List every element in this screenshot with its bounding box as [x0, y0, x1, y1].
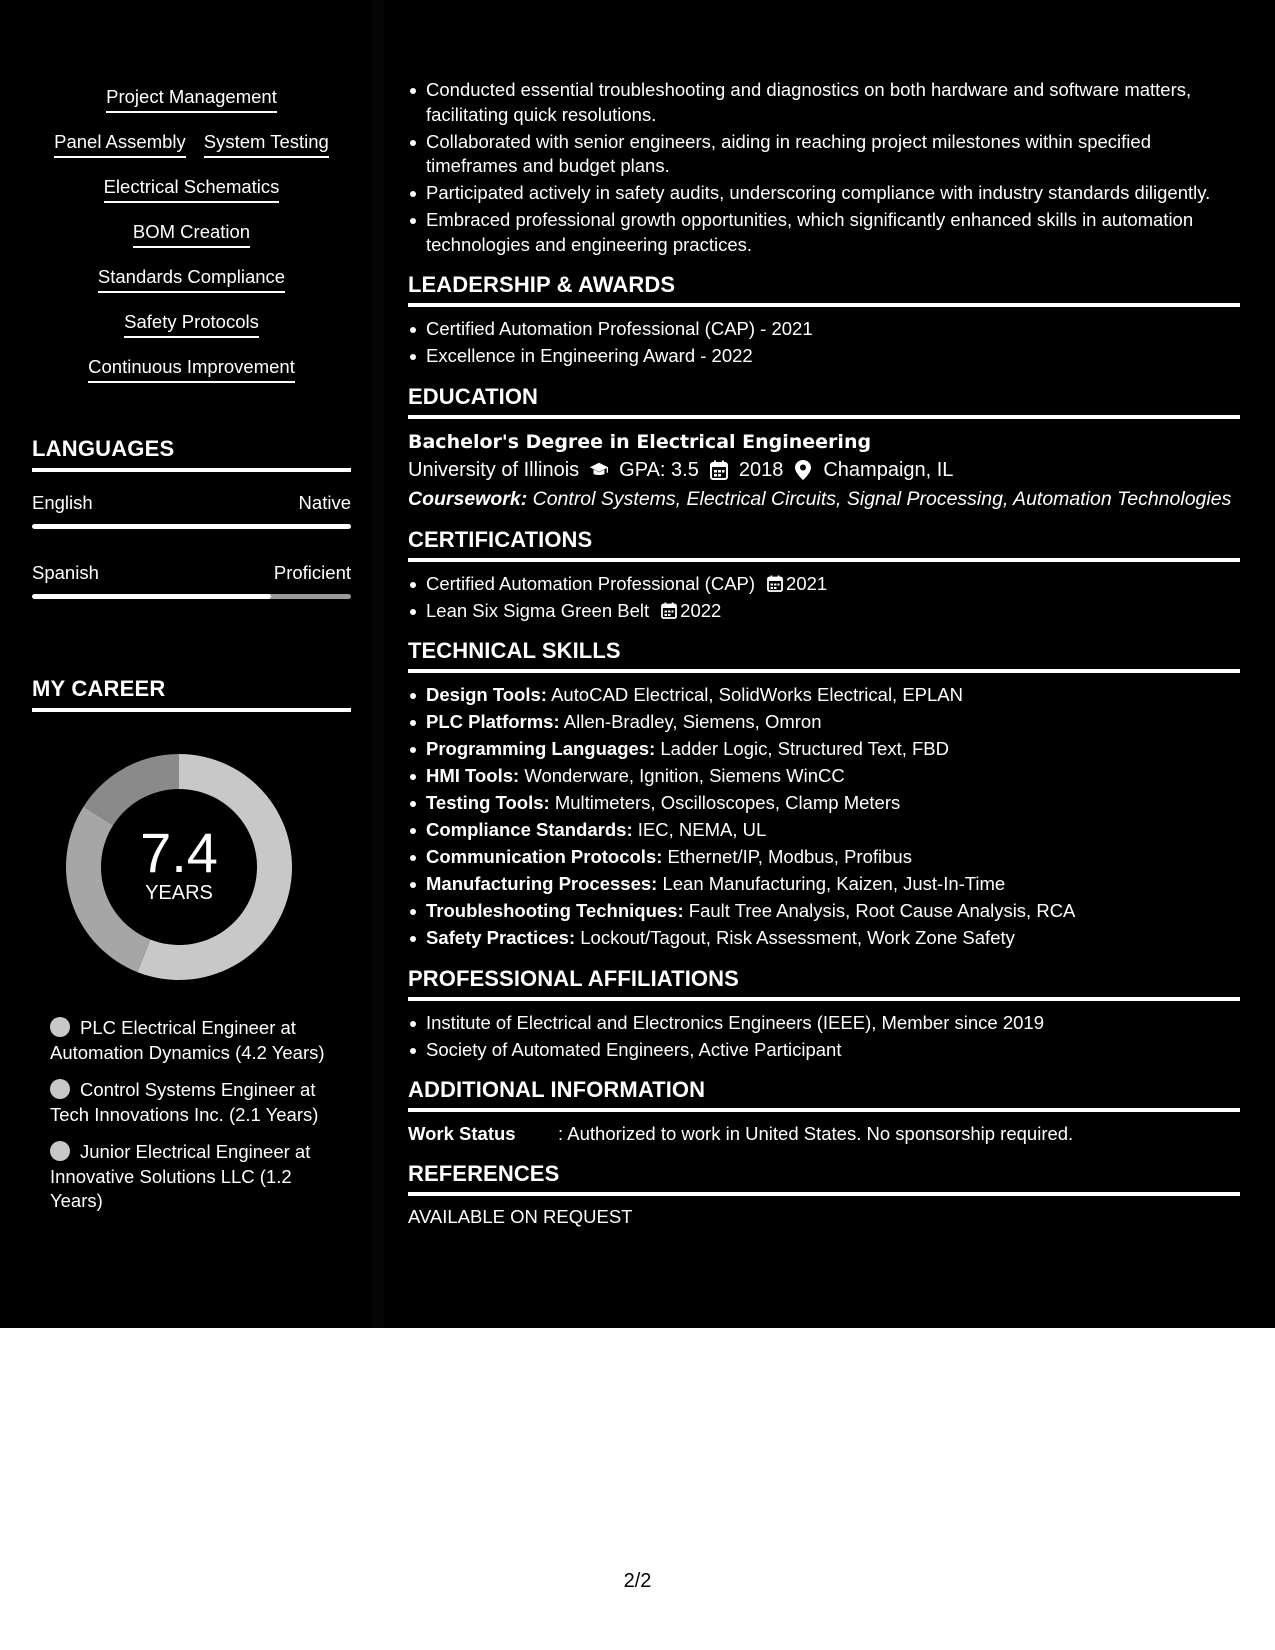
certification-item [408, 599, 1240, 624]
technical-skill-key: Manufacturing Processes: [426, 873, 658, 894]
technical-skill-key: Design Tools: [426, 684, 547, 705]
technical-skill-key: Programming Languages: [426, 738, 656, 759]
map-pin-icon [793, 460, 813, 480]
skill-row [32, 221, 351, 266]
language-item [32, 562, 351, 599]
skill-row [32, 311, 351, 356]
graduation-cap-icon [589, 460, 609, 480]
language-line [32, 492, 351, 514]
references-title: REFERENCES [408, 1161, 1240, 1196]
language-bar [32, 594, 351, 599]
technical-skill-value: Fault Tree Analysis, Root Cause Analysis, RCA [688, 900, 1076, 921]
skill-tag: System Testing [204, 131, 329, 158]
language-bar-fill [32, 594, 271, 599]
skill-row [32, 176, 351, 221]
language-bar [32, 524, 351, 529]
language-line [32, 562, 351, 584]
technical-skill-key: Safety Practices: [426, 927, 576, 948]
technical-skill-value: Ladder Logic, Structured Text, FBD [660, 738, 949, 759]
calendar-icon [709, 460, 729, 480]
education-details [408, 455, 1240, 485]
certification-year: 2022 [680, 599, 722, 621]
career-years-label: YEARS [145, 882, 213, 904]
technical-skill-key: HMI Tools: [426, 765, 520, 786]
technical-skill-item [408, 683, 1240, 708]
skill-row [32, 131, 351, 176]
technical-skill-value: AutoCAD Electrical, SolidWorks Electrical, EPLAN [551, 684, 963, 705]
career-item [50, 1140, 340, 1214]
education-title: EDUCATION [408, 384, 1240, 419]
degree: Bachelor's Degree in Electrical Engineering [408, 430, 872, 453]
skill-tag: Safety Protocols [124, 311, 259, 338]
affiliations-list [408, 1011, 1240, 1063]
career-list [50, 1016, 340, 1227]
career-item-text: Control Systems Engineer at Tech Innovations Inc. (2.1 Years) [50, 1079, 319, 1125]
page-number: 2/2 [623, 1570, 652, 1592]
calendar-icon [661, 601, 677, 617]
skills-list [32, 86, 351, 401]
experience-bullet: Participated actively in safety audits, underscoring compliance with industry standards diligently. [408, 181, 1240, 206]
work-status-key: Work Status [408, 1123, 516, 1144]
career-donut-chart [66, 754, 292, 980]
technical-skill-value: Wonderware, Ignition, Siemens WinCC [524, 765, 845, 786]
skill-row [32, 356, 351, 401]
career-item-text: Junior Electrical Engineer at Innovative Solutions LLC (1.2 Years) [50, 1141, 311, 1211]
leadership-item: Certified Automation Professional (CAP) - 2021 [408, 317, 1240, 342]
career-dot-icon [50, 1141, 70, 1161]
career-title: MY CAREER [32, 676, 351, 712]
technical-skill-item [408, 791, 1240, 816]
work-status-row [408, 1122, 1240, 1146]
column-divider [372, 0, 384, 1328]
technical-skill-item [408, 764, 1240, 789]
language-name: Spanish [32, 562, 99, 583]
languages-title: LANGUAGES [32, 436, 351, 472]
career-dot-icon [50, 1017, 70, 1037]
leadership-list [408, 317, 1240, 369]
affiliations-title: PROFESSIONAL AFFILIATIONS [408, 966, 1240, 1001]
technical-skill-item [408, 737, 1240, 762]
technical-skill-key: Communication Protocols: [426, 846, 663, 867]
leadership-title: LEADERSHIP & AWARDS [408, 272, 1240, 307]
certification-name: Certified Automation Professional (CAP) [426, 572, 756, 594]
technical-skill-item [408, 872, 1240, 897]
certification-name: Lean Six Sigma Green Belt [426, 599, 650, 621]
skill-tag: BOM Creation [133, 221, 250, 248]
coursework-value: Control Systems, Electrical Circuits, Signal Processing, Automation Technologies [532, 487, 1232, 510]
skill-tag: Electrical Schematics [104, 176, 280, 203]
sidebar [0, 0, 382, 1328]
technical-skill-item [408, 845, 1240, 870]
experience-bullet: Conducted essential troubleshooting and diagnostics on both hardware and software matters, facilitating quick resolutions. [408, 78, 1240, 127]
technical-skill-item [408, 818, 1240, 843]
skill-row [32, 266, 351, 311]
graduation-year: 2018 [738, 458, 784, 481]
technical-skill-item [408, 899, 1240, 924]
work-status-value: : Authorized to work in United States. No sponsorship required. [558, 1123, 1074, 1144]
gpa: GPA: 3.5 [619, 458, 699, 481]
skill-tag: Panel Assembly [54, 131, 186, 158]
school: University of Illinois [408, 458, 580, 481]
certification-year: 2021 [786, 572, 828, 594]
career-item-text: PLC Electrical Engineer at Automation Dynamics (4.2 Years) [50, 1017, 325, 1063]
calendar-icon [767, 574, 783, 590]
technical-skill-value: Lean Manufacturing, Kaizen, Just-In-Time [662, 873, 1006, 894]
certification-item [408, 572, 1240, 597]
coursework-label: Coursework: [408, 487, 528, 510]
certifications-title: CERTIFICATIONS [408, 527, 1240, 562]
language-level: Native [298, 492, 351, 513]
language-level: Proficient [273, 562, 351, 583]
experience-bullets [408, 78, 1240, 257]
technical-skill-value: Ethernet/IP, Modbus, Profibus [667, 846, 912, 867]
certifications-list [408, 572, 1240, 624]
technical-skill-item [408, 926, 1240, 951]
skill-tag: Standards Compliance [98, 266, 285, 293]
experience-bullet: Collaborated with senior engineers, aiding in reaching project milestones within specified timeframes and budget plans. [408, 130, 1240, 179]
leadership-item: Excellence in Engineering Award - 2022 [408, 344, 1240, 369]
language-bar-fill [32, 524, 351, 529]
career-dot-icon [50, 1079, 70, 1099]
technical-skill-value: Multimeters, Oscilloscopes, Clamp Meters [554, 792, 901, 813]
technical-skill-value: Lockout/Tagout, Risk Assessment, Work Zone Safety [580, 927, 1015, 948]
references-text: AVAILABLE ON REQUEST [408, 1206, 633, 1227]
technical-skills-list [408, 683, 1240, 951]
skill-tag: Project Management [106, 86, 277, 113]
language-item [32, 492, 351, 529]
skill-tag: Continuous Improvement [88, 356, 295, 383]
technical-skill-key: PLC Platforms: [426, 711, 560, 732]
technical-skill-key: Troubleshooting Techniques: [426, 900, 684, 921]
technical-skills-title: TECHNICAL SKILLS [408, 638, 1240, 673]
technical-skill-item [408, 710, 1240, 735]
technical-skill-key: Testing Tools: [426, 792, 550, 813]
technical-skill-key: Compliance Standards: [426, 819, 633, 840]
main-column [408, 78, 1240, 1228]
affiliation-item: Institute of Electrical and Electronics Engineers (IEEE), Member since 2019 [408, 1011, 1240, 1036]
career-item [50, 1016, 340, 1065]
career-item [50, 1078, 340, 1127]
technical-skill-value: IEC, NEMA, UL [637, 819, 767, 840]
language-name: English [32, 492, 93, 513]
technical-skill-value: Allen-Bradley, Siemens, Omron [563, 711, 822, 732]
affiliation-item: Society of Automated Engineers, Active Participant [408, 1038, 1240, 1063]
coursework [408, 487, 1240, 512]
skill-row [32, 86, 351, 131]
career-years-value: 7.4 [140, 821, 218, 884]
career-donut-center [66, 754, 292, 980]
experience-bullet: Embraced professional growth opportunities, which significantly enhanced skills in automation technologies and engineering practices. [408, 208, 1240, 257]
location: Champaign, IL [823, 458, 954, 481]
additional-info-title: ADDITIONAL INFORMATION [408, 1077, 1240, 1112]
